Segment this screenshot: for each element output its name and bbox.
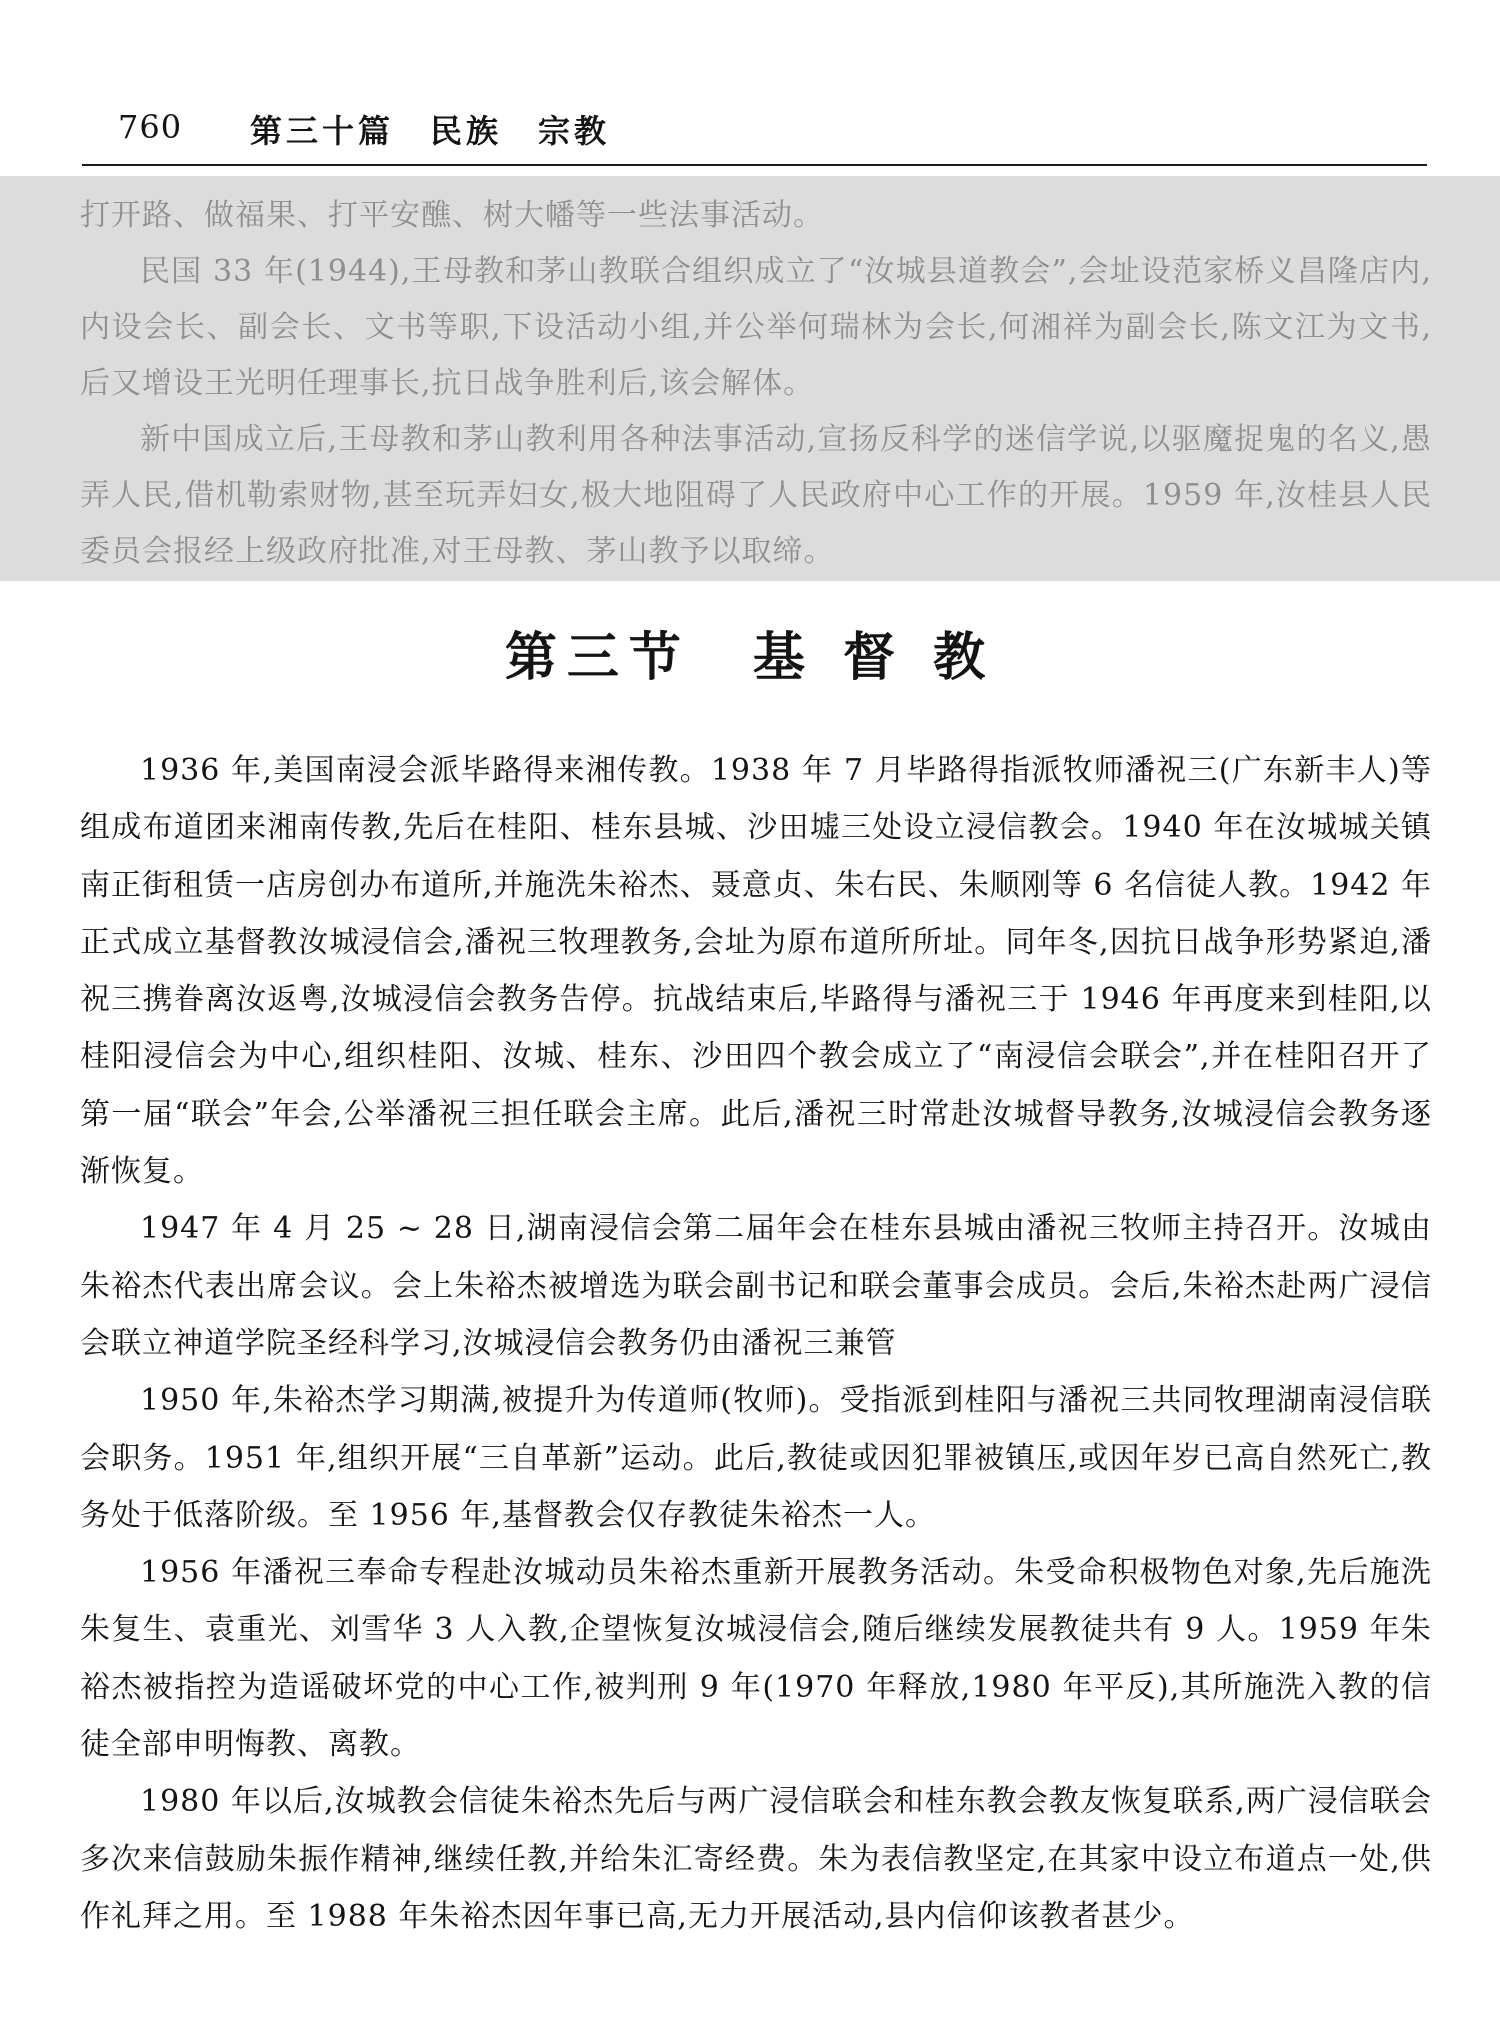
shaded-preceding-section [0, 176, 1500, 581]
body-paragraph-5: 1980 年以后,汝城教会信徒朱裕杰先后与两广浸信联会和桂东教会教友恢复联系,两广浸信联会多次来信鼓励朱振作精神,继续任教,并给朱汇寄经费。朱为表信教坚定,在其家中设立布道点一处,供作礼拜之用。至 1988 年朱裕杰因年事已高,无力开展活动,县内信仰该教者甚少。 [80, 1784, 1432, 1934]
page-number: 760 [118, 108, 183, 146]
shaded-paragraph-1: 打开路、做福果、打平安醮、树大幡等一些法事活动。 [80, 198, 824, 233]
body-paragraph-2: 1947 年 4 月 25 ~ 28 日,湖南浸信会第二届年会在桂东县城由潘祝三牧师主持召开。汝城由朱裕杰代表出席会议。会上朱裕杰被增选为联会副书记和联会董事会成员。会后,朱裕杰赴两广浸信会联立神道学院圣经科学习,汝城浸信会教务仍由潘祝三兼管 [80, 1211, 1432, 1361]
body-paragraph-3: 1950 年,朱裕杰学习期满,被提升为传道师(牧师)。受指派到桂阳与潘祝三共同牧理湖南浸信联会职务。1951 年,组织开展“三自革新”运动。此后,教徒或因犯罪被镇压,或因年岁已高自然死亡,教务处于低落阶级。至 1956 年,基督教会仅存教徒朱裕杰一人。 [80, 1383, 1432, 1533]
body-paragraph-4: 1956 年潘祝三奉命专程赴汝城动员朱裕杰重新开展教务活动。朱受命积极物色对象,先后施洗朱复生、袁重光、刘雪华 3 人入教,企望恢复汝城浸信会,随后继续发展教徒共有 9 人。1959 年朱裕杰被指控为造谣破坏党的中心工作,被判刑 9 年(1970 年释放,1980 年平反),其所施洗入教的信徒全部申明悔教、离教。 [80, 1555, 1432, 1763]
body-paragraph-1: 1936 年,美国南浸会派毕路得来湘传教。1938 年 7 月毕路得指派牧师潘祝三(广东新丰人)等组成布道团来湘南传教,先后在桂阳、桂东县城、沙田墟三处设立浸信教会。1940 年在汝城城关镇南正街租赁一店房创办布道所,并施洗朱裕杰、聂意贞、朱右民、朱顺刚等 6 名信徒人教。1942 年正式成立基督教汝城浸信会,潘祝三牧理教务,会址为原布道所所址。同年冬,因抗日战争形势紧迫,潘祝三携眷离汝返粤,汝城浸信会教务告停。抗战结束后,毕路得与潘祝三于 1946 年再度来到桂阳,以桂阳浸信会为中心,组织桂阳、汝城、桂东、沙田四个教会成立了“南浸信会联会”,并在桂阳召开了第一届“联会”年会,公举潘祝三担任联会主席。此后,潘祝三时常赴汝城督导教务,汝城浸信会教务逐渐恢复。 [80, 753, 1432, 1190]
shaded-paragraph-2: 民国 33 年(1944),王母教和茅山教联合组织成立了“汝城县道教会”,会址设范家桥义昌隆店内,内设会长、副会长、文书等职,下设活动小组,并公举何瑞林为会长,何湘祥为副会长,陈文江为文书,后又增设王光明任理事长,抗日战争胜利后,该会解体。 [80, 254, 1432, 401]
body-text-column [80, 742, 1432, 1945]
running-title: 第三十篇 民族 宗教 [250, 112, 611, 150]
section-title: 第三节 基 督 教 [504, 628, 996, 688]
shaded-text-column [80, 188, 1432, 580]
shaded-paragraph-3: 新中国成立后,王母教和茅山教利用各种法事活动,宣扬反科学的迷信学说,以驱魔捉鬼的名义,愚弄人民,借机勒索财物,甚至玩弄妇女,极大地阻碍了人民政府中心工作的开展。1959 年,汝桂县人民委员会报经上级政府批准,对王母教、茅山教予以取缔。 [80, 422, 1432, 569]
page-header [82, 102, 1427, 166]
